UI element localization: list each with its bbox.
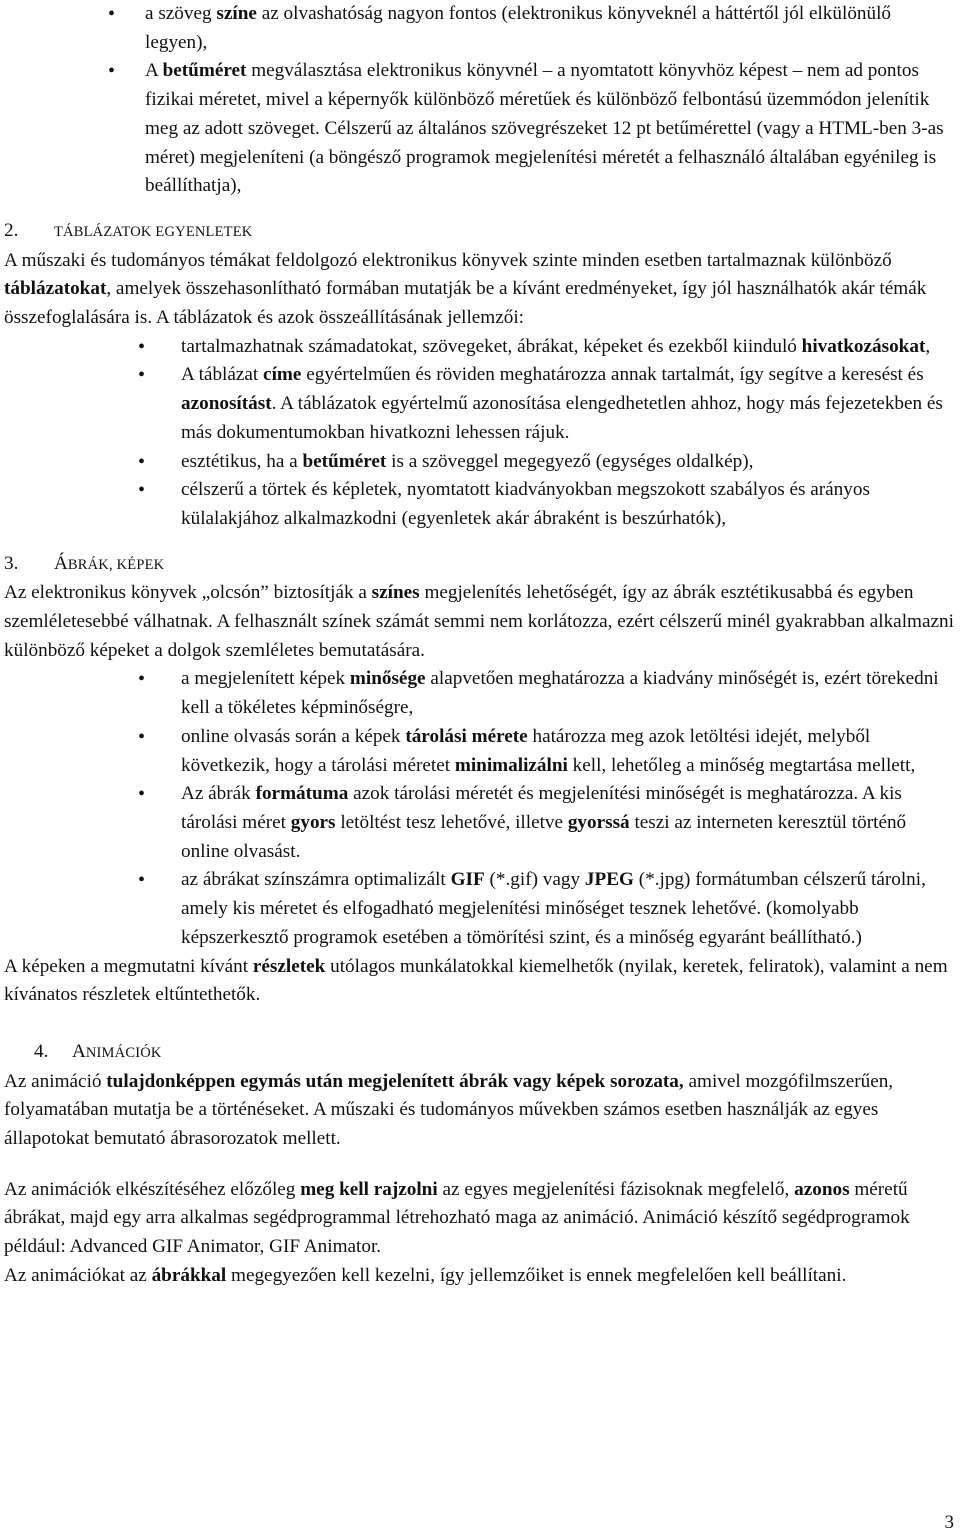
text-run: kell, lehetőleg a minőség megtartása mellett, xyxy=(567,754,916,776)
bold-term: meg kell rajzolni xyxy=(300,1178,438,1200)
bold-term: minimalizálni xyxy=(454,754,568,776)
text-run: méretű ábrákat, majd egy arra alkalmas segédprogrammal létrehozható maga az animáció. Animáció készítő segédprogramok például: Advanced GIF Animator, GIF Animator. xyxy=(4,1178,910,1258)
text-run: , amelyek összehasonlítható formában mutatják be a kívánt eredményeket, így jól használhatók akár témák összefoglalására is. A táblázatok és azok összeállításának jellemzői: xyxy=(4,278,927,329)
bold-term: táblázatokat xyxy=(4,278,107,300)
text-run: A műszaki és tudományos témákat feldolgozó elektronikus könyvek szinte minden esetben tartalmaznak különböző xyxy=(4,249,892,271)
bold-term: azonosítást xyxy=(181,393,272,415)
list-item xyxy=(4,476,956,533)
section-title-initial: Á xyxy=(54,552,68,574)
text-run: utólagos munkálatokkal kiemelhetők (nyilak, keretek, feliratok), valamint a nem kívánatos részletek eltűntethetők. xyxy=(4,955,948,1006)
text-run: (*.jpg) formátumban célszerű tárolni, amely kis méretet és elfogadható megjelenítési minőséget tesznek lehetővé. (komolyabb képszerkesztő programok esetében a tömörítési szint, és a minőség egyaránt beállítható.) xyxy=(181,869,926,948)
bold-term: gyors xyxy=(290,811,336,833)
bold-term: ábrákkal xyxy=(151,1264,227,1286)
text-run: Az ábrák xyxy=(181,783,256,805)
bold-term: hivatkozásokat xyxy=(801,335,926,357)
document-page xyxy=(4,0,956,1291)
paragraph xyxy=(4,953,956,1010)
text-run: megválasztása elektronikus könyvnél – a nyomtatott könyvhöz képest – nem ad pontos fizikai méretet, mivel a képernyők különböző méretűek és különböző felbontású üzemmódon jelenítik meg az adott szöveget. Célszerű az általános szövegrészeket 12 pt betűmérettel (vagy a HTML-ben 3-as méret) megjeleníteni (a böngésző programok megjelenítési méretét a felhasználó általában egyénileg is beállíthatja), xyxy=(145,60,944,197)
text-run: teszi az interneten keresztül történő online olvasást. xyxy=(181,811,907,862)
text-run: célszerű a törtek és képletek, nyomtatott kiadványokban megszokott szabályos és arányos külalakjához alkalmazkodni (egyenletek akár ábraként is beszúrhatók), xyxy=(181,479,870,529)
text-run: megjelenítés lehetőségét, így az ábrák esztétikusabbá és egyben szemléletesebbé válhatnak. A felhasznált színek számát semmi nem korlátozza, ezért célszerű minél gyakrabban alkalmazni különböző képeket a dolgok szemléletes bemutatására. xyxy=(4,582,954,661)
section-heading-tables xyxy=(4,217,956,247)
bold-term: minősége xyxy=(349,668,426,690)
paragraph xyxy=(4,1176,956,1262)
bold-term: betűméret xyxy=(162,60,247,82)
section-title: BRÁK, KÉPEK xyxy=(67,556,165,573)
text-run: egyértelműen és röviden meghatározza annak tartalmát, így segítve a keresést és xyxy=(301,364,924,386)
paragraph xyxy=(4,579,956,665)
bold-term: tulajdonképpen egymás után megjelenített ábrák vagy képek sorozata, xyxy=(106,1070,684,1092)
bold-term: GIF xyxy=(450,869,485,891)
text-run: is a szöveggel megegyező (egységes oldalkép), xyxy=(386,450,754,472)
text-run: alapvetően meghatározza a kiadvány minőségét is, ezért törekedni kell a tökéletes képminőségre, xyxy=(181,668,939,719)
section-heading-figures xyxy=(4,550,956,580)
list-item xyxy=(4,866,956,952)
text-run: Az animáció xyxy=(4,1070,107,1092)
text-run: a megjelenített képek xyxy=(181,668,350,690)
text-run: azok tárolási méretét és megjelenítési minőségét is meghatározza. A kis tárolási méret xyxy=(181,783,902,833)
text-run: Az animációk elkészítéséhez előzőleg xyxy=(4,1178,301,1200)
text-run: az egyes megjelenítési fázisoknak megfelelő, xyxy=(437,1178,795,1200)
text-run: A xyxy=(145,60,163,82)
bold-term: tárolási mérete xyxy=(405,725,528,747)
bullet-list-tables xyxy=(4,333,956,534)
list-item xyxy=(4,723,956,780)
list-item xyxy=(4,361,956,447)
text-run: esztétikus, ha a xyxy=(181,450,303,472)
text-run: tartalmazhatnak számadatokat, szövegeket, ábrákat, képeket és ezekből kiinduló xyxy=(181,335,802,357)
bullet-list-formatting xyxy=(4,0,956,201)
text-run: amivel mozgófilmszerűen, folyamatában mutatja be a történéseket. A műszaki és tudományos művekben számos esetben használják az egyes állapotokat bemutató ábrasorozatok mellett. xyxy=(4,1070,894,1150)
paragraph xyxy=(4,1262,956,1291)
list-item xyxy=(4,665,956,722)
list-item xyxy=(4,780,956,866)
list-item xyxy=(4,57,956,201)
text-run: online olvasás során a képek xyxy=(181,725,406,747)
section-number: 3. xyxy=(4,552,19,574)
text-run: . A táblázatok egyértelmű azonosítása elengedhetetlen ahhoz, hogy más fejezetekben és más dokumentumokban hivatkozni lehessen rájuk. xyxy=(181,393,943,443)
bullet-list-figures xyxy=(4,665,956,952)
bold-term: formátuma xyxy=(255,783,349,805)
section-number: 4. xyxy=(34,1040,49,1062)
paragraph xyxy=(4,247,956,333)
section-number: 2. xyxy=(4,219,19,241)
text-run: letöltést tesz lehetővé, illetve xyxy=(335,811,568,833)
section-title-initial: A xyxy=(72,1040,86,1062)
text-run: (*.gif) vagy xyxy=(484,869,585,891)
bold-term: azonos xyxy=(794,1178,850,1200)
page-number: 3 xyxy=(944,1512,954,1533)
list-item xyxy=(4,448,956,477)
paragraph xyxy=(4,1068,956,1154)
section-heading-animations xyxy=(4,1038,956,1068)
text-run: az olvashatóság nagyon fontos (elektronikus könyveknél a háttértől jól elkülönülő legyen), xyxy=(145,3,892,53)
text-run: határozza meg azok letöltési idejét, melyből következik, hogy a tárolási méretet xyxy=(181,725,871,776)
bold-term: betűméret xyxy=(302,450,387,472)
text-run: A képeken a megmutatni kívánt xyxy=(4,955,253,977)
text-run: a szöveg xyxy=(145,3,217,24)
text-run: , xyxy=(925,335,931,357)
bold-term: címe xyxy=(263,364,302,386)
bold-term: JPEG xyxy=(584,869,634,891)
bold-term: színes xyxy=(371,582,420,604)
text-run: A táblázat xyxy=(181,364,264,386)
bold-term: színe xyxy=(216,3,257,24)
section-title: TÁBLÁZATOK EGYENLETEK xyxy=(54,223,253,240)
text-run: az ábrákat színszámra optimalizált xyxy=(181,869,451,891)
list-item xyxy=(4,0,956,57)
text-run: Az elektronikus könyvek „olcsón” biztosítják a xyxy=(4,582,372,604)
bold-term: gyorssá xyxy=(567,811,630,833)
text-run: megegyezően kell kezelni, így jellemzőiket is ennek megfelelően kell beállítani. xyxy=(226,1264,847,1286)
text-run: Az animációkat az xyxy=(4,1264,152,1286)
section-title: NIMÁCIÓK xyxy=(85,1044,162,1061)
list-item xyxy=(4,333,956,362)
bold-term: részletek xyxy=(252,955,326,977)
